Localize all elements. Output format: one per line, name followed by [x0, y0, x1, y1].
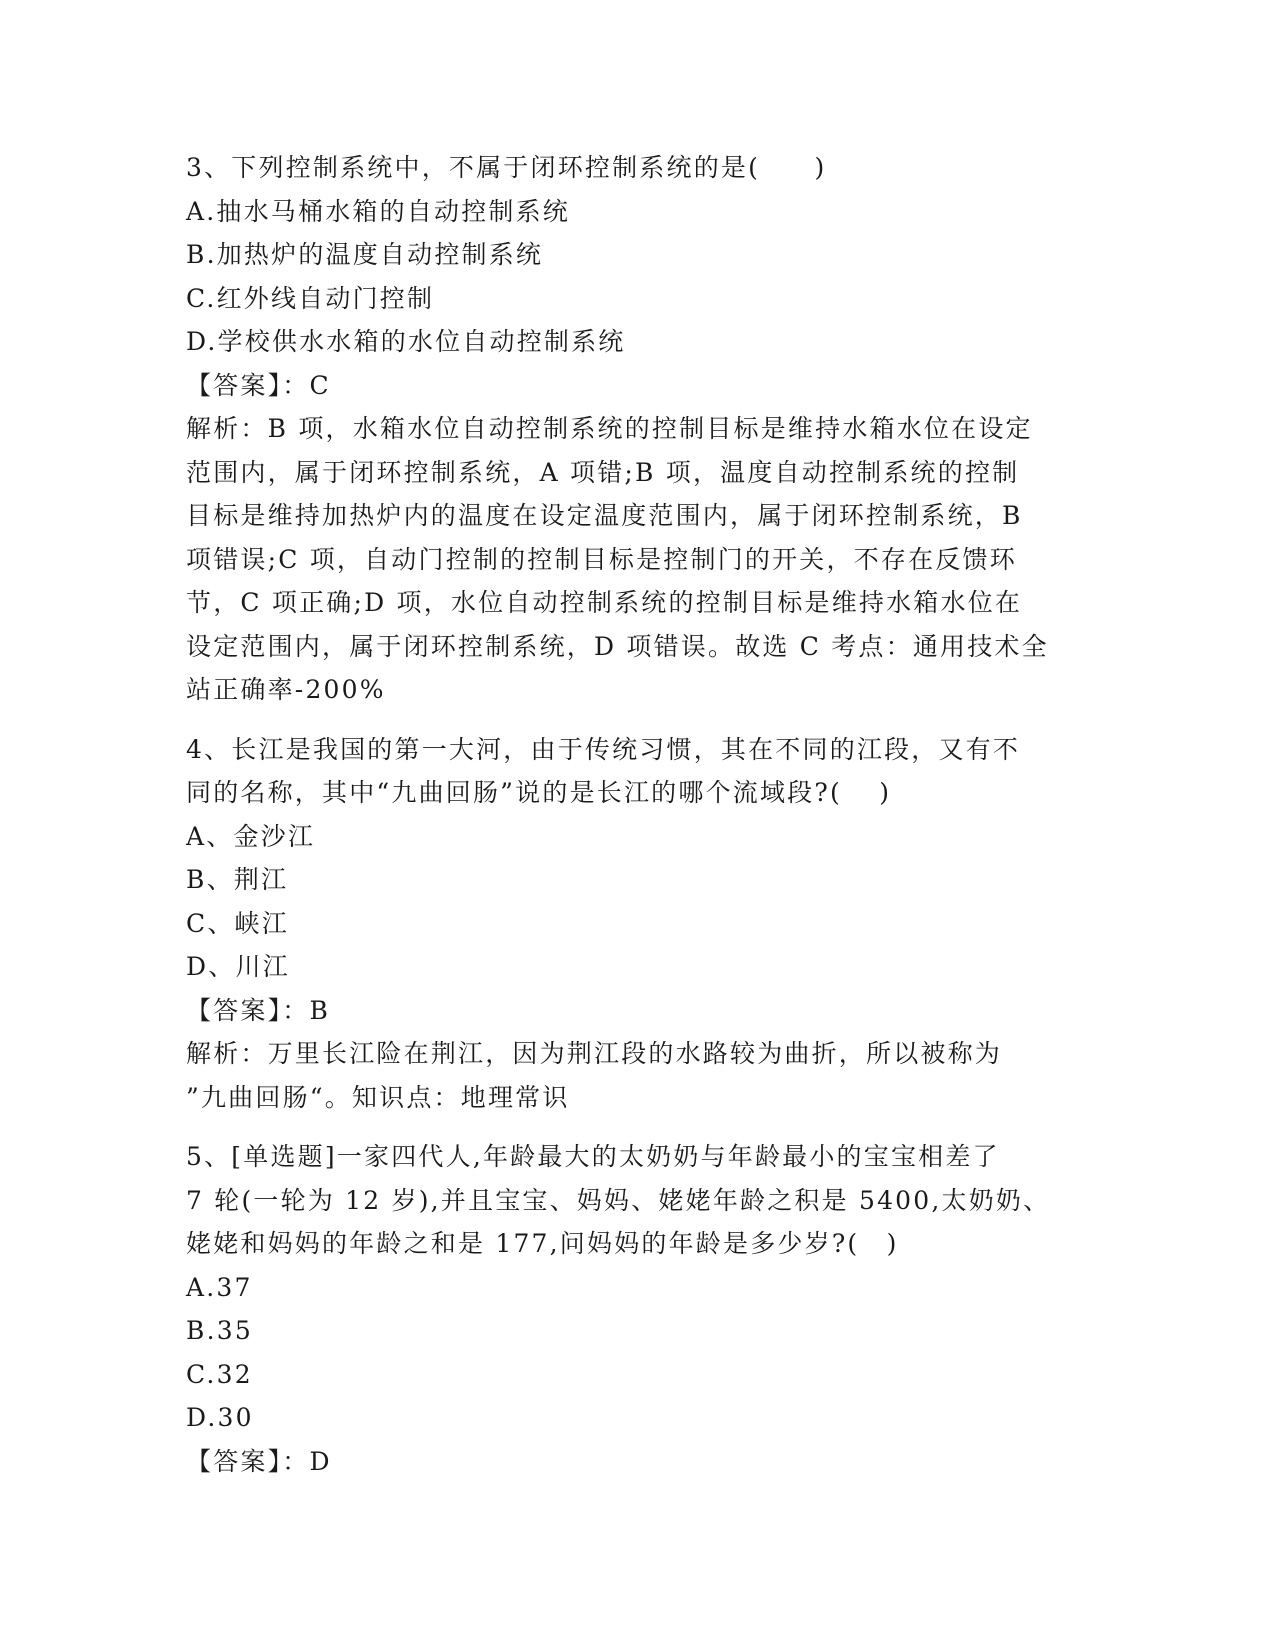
analysis-line: 目标是维持加热炉内的温度在设定温度范围内，属于闭环控制系统，B	[186, 501, 1023, 530]
analysis-line: ”九曲回肠“。知识点：地理常识	[186, 1082, 570, 1112]
option-b: B.加热炉的温度自动控制系统	[186, 240, 544, 269]
question-5	[186, 1135, 1096, 1483]
option-c: C.32	[186, 1359, 253, 1389]
document-page	[186, 146, 1096, 1483]
answer: 【答案】：C	[186, 370, 331, 400]
analysis-line: 节，C 项正确;D 项，水位自动控制系统的控制目标是维持水箱水位在	[186, 588, 1023, 617]
answer: 【答案】：D	[186, 1446, 332, 1476]
analysis-line: 站正确率-200%	[186, 675, 386, 704]
question-stem: 4、长江是我国的第一大河，由于传统习惯，其在不同的江段，又有不	[186, 734, 1021, 764]
question-stem: 7 轮(一轮为 12 岁),并且宝宝、妈妈、姥姥年龄之积是 5400,太奶奶、	[186, 1185, 1051, 1215]
option-c: C.红外线自动门控制	[186, 283, 435, 313]
option-b: B、荆江	[186, 865, 289, 894]
question-stem: 姥姥和妈妈的年龄之和是 177,问妈妈的年龄是多少岁?( )	[186, 1229, 899, 1258]
question-4	[186, 728, 1096, 1120]
question-stem: 同的名称，其中“九曲回肠”说的是长江的哪个流域段?( )	[186, 778, 892, 807]
question-stem: 3、下列控制系统中，不属于闭环控制系统的是( )	[186, 153, 827, 182]
option-d: D.学校供水水箱的水位自动控制系统	[186, 327, 626, 356]
question-stem: 5、[单选题]一家四代人,年龄最大的太奶奶与年龄最小的宝宝相差了	[186, 1142, 1000, 1171]
option-a: A.抽水马桶水箱的自动控制系统	[186, 196, 571, 226]
analysis-line: 设定范围内，属于闭环控制系统，D 项错误。故选 C 考点：通用技术全	[186, 631, 1049, 661]
analysis-line: 解析：万里长江险在荆江，因为荆江段的水路较为曲折，所以被称为	[186, 1039, 1003, 1068]
option-d: D.30	[186, 1403, 254, 1432]
option-a: A.37	[186, 1272, 253, 1302]
option-c: C、峡江	[186, 908, 289, 938]
option-d: D、川江	[186, 952, 290, 981]
analysis-line: 项错误;C 项，自动门控制的控制目标是控制门的开关，不存在反馈环	[186, 544, 1017, 574]
option-a: A、金沙江	[186, 821, 316, 851]
answer: 【答案】：B	[186, 995, 331, 1025]
question-3	[186, 146, 1096, 712]
option-b: B.35	[186, 1316, 253, 1345]
analysis-line: 范围内，属于闭环控制系统，A 项错;B 项，温度自动控制系统的控制	[186, 457, 1020, 487]
analysis-line: 解析：B 项，水箱水位自动控制系统的控制目标是维持水箱水位在设定	[186, 414, 1033, 443]
